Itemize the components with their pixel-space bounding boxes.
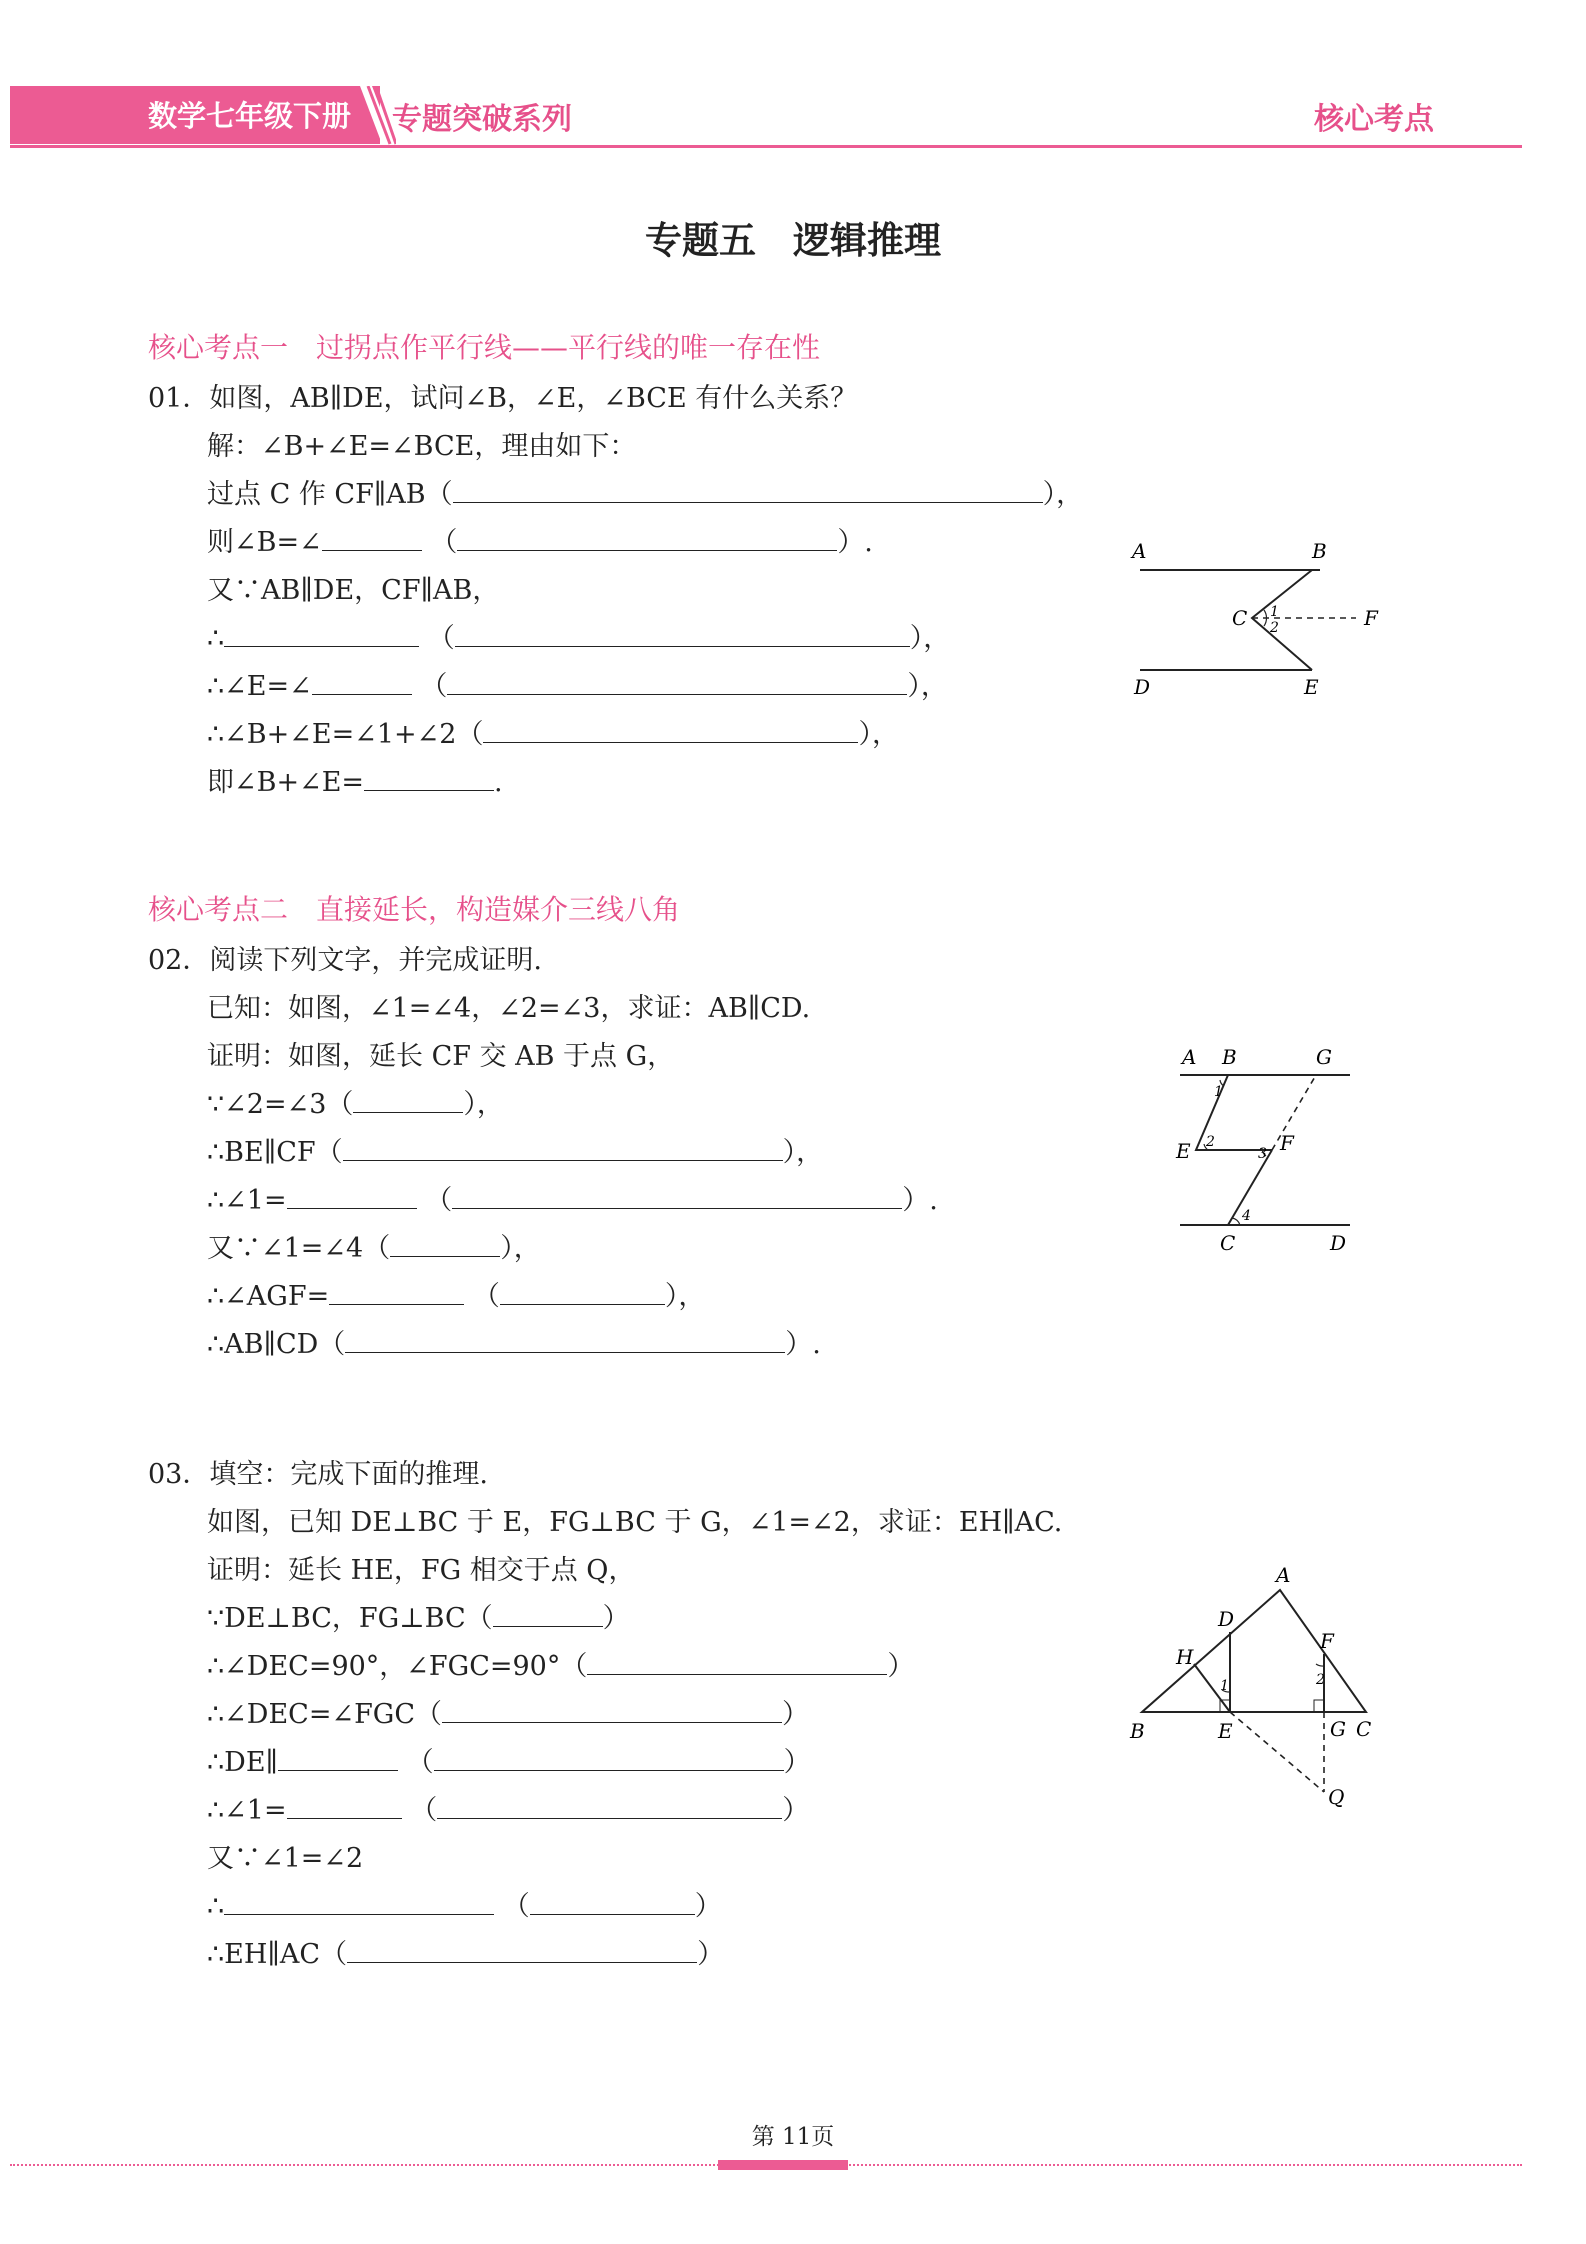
q3-step-5-end: ） [782, 1795, 810, 1826]
q2-label-g: G [1316, 1045, 1332, 1069]
q3-step-4 [207, 1740, 811, 1779]
q1-step-1 [207, 472, 1083, 511]
q3-angle-2: 2 [1316, 1672, 1325, 1688]
q2-label-c: C [1220, 1231, 1236, 1255]
q3-blank-6[interactable] [287, 1794, 402, 1819]
q2-step-1-text: ∵∠2=∠3（ [207, 1089, 354, 1120]
q1-angle-1: 1 [1270, 604, 1279, 620]
q3-step-7-end: ） [694, 1891, 722, 1922]
page-number: 第 11页 [751, 2124, 835, 2150]
q1-step-5-paren: （ [420, 671, 448, 702]
q3-blank-7[interactable] [437, 1794, 782, 1819]
q3-proof-intro: 证明：延长 HE，FG 相交于点 Q， [207, 1555, 636, 1586]
q2-blank-7[interactable] [500, 1280, 665, 1305]
header-rule [10, 145, 1522, 148]
q3-label-a: A [1276, 1563, 1291, 1587]
q2-step-3-end: ）. [902, 1185, 938, 1216]
q1-answer-intro: 解：∠B+∠E=∠BCE，理由如下： [207, 431, 637, 462]
q3-step-3-text: ∴∠DEC=∠FGC（ [207, 1699, 443, 1730]
q2-step-4-end: ）， [500, 1233, 541, 1264]
q3-label-c: C [1356, 1717, 1372, 1741]
q2-step-2-text: ∴BE∥CF（ [207, 1137, 343, 1168]
header-grade: 数学七年级下册 [148, 99, 352, 133]
q3-blank-8[interactable] [224, 1890, 494, 1915]
q1-step-4-end: ）， [909, 623, 951, 654]
q1-label-c: C [1232, 606, 1248, 630]
q2-blank-5[interactable] [390, 1232, 500, 1257]
q1-figure [1120, 530, 1400, 710]
q2-label-d: D [1330, 1231, 1347, 1255]
q1-label-a: A [1132, 539, 1147, 563]
q1-step-6 [207, 712, 899, 751]
q3-step-2-end: ） [887, 1651, 915, 1682]
q2-figure [1160, 1030, 1390, 1270]
q3-blank-2[interactable] [587, 1650, 887, 1675]
q2-angle-2: 2 [1206, 1134, 1215, 1150]
q1-step-6-end: ）， [858, 719, 899, 750]
q3-label-e: E [1218, 1719, 1233, 1743]
q3-step-8-text: ∴EH∥AC（ [207, 1939, 348, 1970]
q2-blank-1[interactable] [353, 1088, 463, 1113]
q3-blank-1[interactable] [493, 1602, 603, 1627]
q1-step-3: 又∵AB∥DE，CF∥AB， [207, 575, 500, 606]
q2-step-4-text: 又∵∠1=∠4（ [207, 1233, 391, 1264]
q1-blank-6[interactable] [312, 670, 412, 695]
q2-step-6 [207, 1322, 821, 1361]
q1-blank-3[interactable] [457, 526, 837, 551]
q1-blank-2[interactable] [322, 526, 422, 551]
page-title: 专题五 逻辑推理 [645, 218, 941, 262]
q3-blank-10[interactable] [347, 1938, 697, 1963]
header-right-label: 核心考点 [1314, 102, 1434, 137]
q3-step-5-text: ∴∠1= [207, 1795, 287, 1826]
q1-step-1-text: 过点 C 作 CF∥AB（ [207, 479, 453, 510]
q1-step-5-end: ）， [907, 671, 948, 702]
q3-step-4-end: ） [783, 1747, 811, 1778]
section-1-heading: 核心考点一 过拐点作平行线——平行线的唯一存在性 [148, 331, 821, 364]
q2-step-2-end: ）， [782, 1137, 824, 1168]
q3-label-g: G [1330, 1717, 1346, 1741]
q3-step-1-text: ∵DE⊥BC，FG⊥BC（ [207, 1603, 493, 1634]
q3-step-5 [207, 1788, 809, 1827]
q3-step-4-text: ∴DE∥ [207, 1747, 279, 1778]
q2-question: 02．阅读下列文字，并完成证明. [148, 945, 542, 976]
q3-step-5-paren: （ [410, 1795, 438, 1826]
q1-step-2 [207, 520, 873, 559]
q2-step-6-end: ）. [785, 1329, 821, 1360]
q3-step-8 [207, 1932, 724, 1971]
q2-angle-1: 1 [1214, 1084, 1223, 1100]
q1-step-4-paren: （ [427, 623, 455, 654]
q1-step-4 [207, 616, 950, 655]
q3-step-1 [207, 1596, 630, 1635]
q1-step-7-end: . [494, 767, 503, 798]
q2-step-5-paren: （ [472, 1281, 500, 1312]
q2-blank-3[interactable] [287, 1184, 417, 1209]
q3-step-2-text: ∴∠DEC=90°，∠FGC=90°（ [207, 1651, 588, 1682]
q1-step-2-end: ）. [837, 527, 873, 558]
q1-step-4-text: ∴ [207, 623, 225, 654]
q3-step-6: 又∵∠1=∠2 [207, 1843, 364, 1874]
q2-angle-4: 4 [1242, 1208, 1251, 1224]
q3-step-1-end: ） [602, 1603, 630, 1634]
q2-proof-intro: 证明：如图，延长 CF 交 AB 于点 G， [207, 1041, 675, 1072]
footer-accent-bar [718, 2160, 848, 2170]
q3-angle-1: 1 [1220, 1678, 1229, 1694]
q3-step-3-end: ） [782, 1699, 810, 1730]
q3-figure [1120, 1560, 1400, 1830]
q1-label-d: D [1134, 675, 1151, 699]
q2-step-5-text: ∴∠AGF= [207, 1281, 330, 1312]
q3-step-7 [207, 1884, 722, 1923]
q1-angle-2: 2 [1270, 620, 1279, 636]
q3-label-f: F [1320, 1629, 1334, 1653]
q2-label-b: B [1222, 1045, 1237, 1069]
q2-step-4 [207, 1226, 541, 1265]
q2-step-1-end: ）， [463, 1089, 504, 1120]
q3-step-7-text: ∴ [207, 1891, 225, 1922]
q3-label-h: H [1176, 1645, 1194, 1669]
q1-question: 01．如图，AB∥DE，试问∠B，∠E，∠BCE 有什么关系？ [148, 383, 858, 414]
q2-angle-3: 3 [1258, 1146, 1267, 1162]
q2-blank-6[interactable] [329, 1280, 464, 1305]
q1-label-f: F [1364, 606, 1378, 630]
q1-step-7 [207, 760, 503, 799]
section-2-heading: 核心考点二 直接延长，构造媒介三线八角 [148, 893, 681, 926]
q1-blank-7[interactable] [447, 670, 907, 695]
q1-blank-4[interactable] [224, 622, 419, 647]
q1-step-5 [207, 664, 948, 703]
q1-step-6-text: ∴∠B+∠E=∠1+∠2（ [207, 719, 484, 750]
q1-blank-5[interactable] [455, 622, 910, 647]
q3-question: 03．填空：完成下面的推理. [148, 1459, 488, 1490]
q3-step-7-paren: （ [502, 1891, 530, 1922]
q2-step-2 [207, 1130, 823, 1169]
q1-step-7-text: 即∠B+∠E= [207, 767, 365, 798]
q3-step-4-paren: （ [406, 1747, 434, 1778]
q1-blank-9[interactable] [364, 766, 494, 791]
q3-step-3 [207, 1692, 809, 1731]
q1-blank-1[interactable] [453, 478, 1043, 503]
q3-blank-3[interactable] [442, 1698, 782, 1723]
q2-step-5 [207, 1274, 705, 1313]
q1-step-1-end: ）， [1042, 479, 1084, 510]
q3-label-q: Q [1328, 1785, 1345, 1809]
q2-label-a: A [1182, 1045, 1197, 1069]
q2-step-3-text: ∴∠1= [207, 1185, 287, 1216]
q2-blank-4[interactable] [452, 1184, 902, 1209]
q3-blank-9[interactable] [530, 1890, 695, 1915]
q1-label-b: B [1312, 539, 1327, 563]
q2-step-3-paren: （ [425, 1185, 453, 1216]
q1-label-e: E [1304, 675, 1319, 699]
q2-given: 已知：如图，∠1=∠4，∠2=∠3，求证：AB∥CD. [207, 993, 811, 1024]
q2-step-1 [207, 1082, 504, 1121]
q3-label-d: D [1218, 1607, 1235, 1631]
q1-step-2-paren: （ [430, 527, 458, 558]
q2-step-6-text: ∴AB∥CD（ [207, 1329, 346, 1360]
q3-blank-4[interactable] [278, 1746, 398, 1771]
q2-step-5-end: ）， [664, 1281, 706, 1312]
q3-label-b: B [1130, 1719, 1145, 1743]
q3-step-8-end: ） [697, 1939, 725, 1970]
header-slash-icon [360, 86, 396, 148]
q1-blank-8[interactable] [483, 718, 858, 743]
q3-blank-5[interactable] [434, 1746, 784, 1771]
q2-step-3 [207, 1178, 938, 1217]
q2-label-f: F [1280, 1131, 1294, 1155]
q3-given: 如图，已知 DE⊥BC 于 E，FG⊥BC 于 G，∠1=∠2，求证：EH∥AC. [207, 1507, 1063, 1538]
q3-step-2 [207, 1644, 914, 1683]
q1-step-2-text: 则∠B=∠ [207, 527, 322, 558]
header-series: 专题突破系列 [392, 102, 572, 137]
q2-blank-8[interactable] [345, 1328, 785, 1353]
q2-label-e: E [1176, 1139, 1191, 1163]
q1-step-5-text: ∴∠E=∠ [207, 671, 312, 702]
q2-blank-2[interactable] [343, 1136, 783, 1161]
